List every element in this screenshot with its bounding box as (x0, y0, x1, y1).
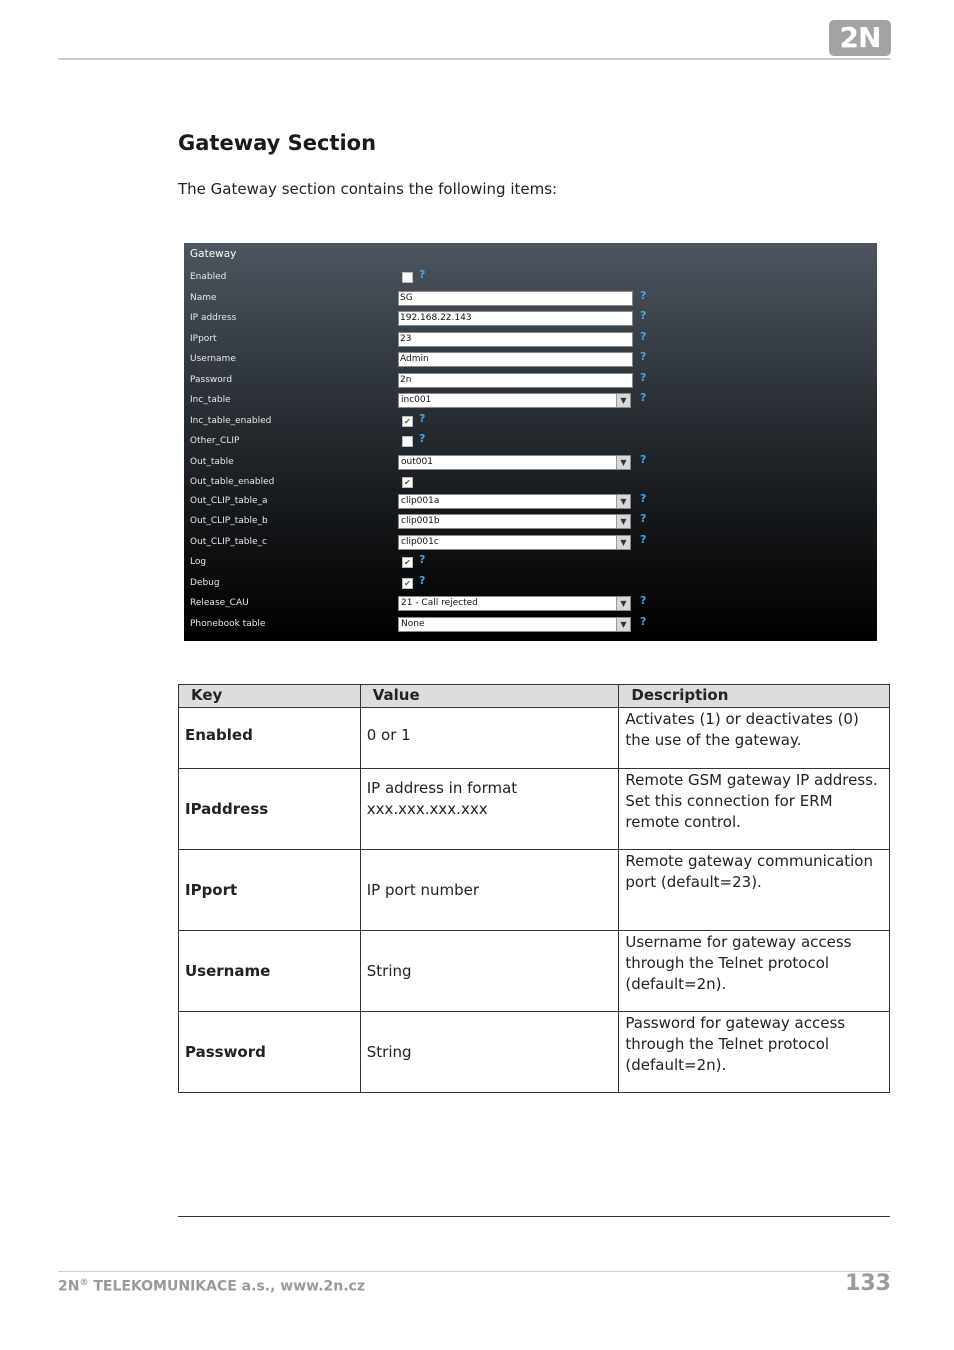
setting-checkbox[interactable] (402, 272, 413, 283)
panel-title: Gateway (190, 248, 237, 260)
page-title: Gateway Section (178, 131, 377, 155)
help-icon[interactable]: ? (640, 453, 647, 466)
setting-checkbox[interactable] (402, 436, 413, 447)
row-description: Activates (1) or deactivates (0) the use of the gateway. (619, 708, 890, 769)
settings-row (184, 270, 877, 288)
help-icon[interactable]: ? (419, 553, 426, 566)
settings-row (184, 352, 877, 370)
setting-label: Other_CLIP (190, 436, 240, 446)
setting-dropdown[interactable] (398, 535, 631, 550)
setting-label: Phonebook table (190, 619, 266, 629)
settings-row (184, 494, 877, 512)
setting-label: Debug (190, 578, 220, 588)
settings-row (184, 373, 877, 391)
help-icon[interactable]: ? (640, 289, 647, 302)
settings-row (184, 291, 877, 309)
help-icon[interactable]: ? (640, 391, 647, 404)
row-value: 0 or 1 (360, 708, 619, 769)
row-value: String (360, 931, 619, 1012)
settings-row (184, 514, 877, 532)
dropdown-value: clip001b (401, 516, 440, 526)
setting-dropdown[interactable] (398, 596, 631, 611)
setting-text-field[interactable]: SG (398, 291, 633, 306)
settings-row (184, 414, 877, 432)
header-key: Key (179, 685, 361, 708)
help-icon[interactable]: ? (419, 412, 426, 425)
row-key: Enabled (179, 708, 361, 769)
settings-row (184, 475, 877, 493)
row-description: Username for gateway access through the Telnet protocol (default=2n). (619, 931, 890, 1012)
row-description: Remote GSM gateway IP address. Set this connection for ERM remote control. (619, 769, 890, 850)
setting-checkbox[interactable]: ✔ (402, 557, 413, 568)
settings-row (184, 434, 877, 452)
table-row (179, 850, 890, 931)
setting-label: Inc_table (190, 395, 231, 405)
help-icon[interactable]: ? (640, 594, 647, 607)
setting-label: Log (190, 557, 207, 567)
chevron-down-icon[interactable]: ▼ (616, 515, 630, 528)
setting-dropdown[interactable] (398, 514, 631, 529)
header-description: Description (619, 685, 890, 708)
setting-dropdown[interactable] (398, 455, 631, 470)
dropdown-value: None (401, 619, 425, 629)
setting-label: Password (190, 375, 233, 385)
setting-checkbox[interactable]: ✔ (402, 477, 413, 488)
page-number: 133 (845, 1271, 891, 1296)
settings-row (184, 617, 877, 635)
help-icon[interactable]: ? (640, 533, 647, 546)
help-icon[interactable]: ? (419, 574, 426, 587)
registered-mark: ® (79, 1278, 89, 1288)
row-value: String (360, 1012, 619, 1093)
setting-dropdown[interactable] (398, 494, 631, 509)
table-row (179, 769, 890, 850)
help-icon[interactable]: ? (640, 309, 647, 322)
settings-row (184, 311, 877, 329)
table-row (179, 1012, 890, 1093)
chevron-down-icon[interactable]: ▼ (616, 394, 630, 407)
help-icon[interactable]: ? (640, 615, 647, 628)
help-icon[interactable]: ? (640, 512, 647, 525)
chevron-down-icon[interactable]: ▼ (616, 495, 630, 508)
setting-text-field[interactable]: Admin (398, 352, 633, 367)
content-end-rule (178, 1216, 890, 1217)
settings-row (184, 576, 877, 594)
help-icon[interactable]: ? (640, 371, 647, 384)
chevron-down-icon[interactable]: ▼ (616, 597, 630, 610)
table-row (179, 708, 890, 769)
chevron-down-icon[interactable]: ▼ (616, 536, 630, 549)
setting-label: Out_table (190, 457, 234, 467)
setting-label: Out_CLIP_table_a (190, 496, 268, 506)
brand-logo: 2N (829, 20, 891, 56)
setting-label: Release_CAU (190, 598, 249, 608)
setting-label: Out_CLIP_table_b (190, 516, 268, 526)
header-divider (58, 58, 891, 60)
row-description: Password for gateway access through the Telnet protocol (default=2n). (619, 1012, 890, 1093)
footer-brand: 2N (58, 1278, 80, 1295)
row-value: IP address in format xxx.xxx.xxx.xxx (360, 769, 619, 850)
settings-row (184, 535, 877, 553)
settings-row (184, 555, 877, 573)
setting-dropdown[interactable] (398, 393, 631, 408)
chevron-down-icon[interactable]: ▼ (616, 618, 630, 631)
help-icon[interactable]: ? (640, 330, 647, 343)
row-key: Password (179, 1012, 361, 1093)
intro-paragraph: The Gateway section contains the following items: (178, 180, 558, 198)
table-header-row (179, 685, 890, 708)
help-icon[interactable]: ? (640, 350, 647, 363)
setting-label: IP address (190, 313, 237, 323)
footer-divider (58, 1271, 891, 1272)
row-key: IPaddress (179, 769, 361, 850)
setting-checkbox[interactable]: ✔ (402, 578, 413, 589)
dropdown-value: 21 - Call rejected (401, 598, 478, 608)
footer-company (58, 1278, 365, 1295)
settings-row (184, 596, 877, 614)
header-value: Value (360, 685, 619, 708)
table-row (179, 931, 890, 1012)
row-key: Username (179, 931, 361, 1012)
dropdown-value: out001 (401, 457, 433, 467)
row-key: IPport (179, 850, 361, 931)
help-icon[interactable]: ? (419, 432, 426, 445)
setting-dropdown[interactable] (398, 617, 631, 632)
help-icon[interactable]: ? (640, 492, 647, 505)
gateway-settings-screenshot (184, 243, 877, 641)
dropdown-value: inc001 (401, 395, 432, 405)
settings-row (184, 455, 877, 473)
footer-company-rest: TELEKOMUNIKACE a.s., www.2n.cz (88, 1278, 365, 1295)
setting-label: Name (190, 293, 217, 303)
setting-label: Out_table_enabled (190, 477, 275, 487)
setting-text-field[interactable]: 192.168.22.143 (398, 311, 633, 326)
dropdown-value: clip001a (401, 496, 440, 506)
setting-label: IPport (190, 334, 217, 344)
setting-label: Inc_table_enabled (190, 416, 272, 426)
chevron-down-icon[interactable]: ▼ (616, 456, 630, 469)
row-value: IP port number (360, 850, 619, 931)
setting-text-field[interactable]: 2n (398, 373, 633, 388)
setting-label: Enabled (190, 272, 227, 282)
row-description: Remote gateway communication port (default=23). (619, 850, 890, 931)
setting-text-field[interactable]: 23 (398, 332, 633, 347)
settings-row (184, 332, 877, 350)
help-icon[interactable]: ? (419, 268, 426, 281)
gateway-parameters-table (178, 684, 890, 1093)
dropdown-value: clip001c (401, 537, 439, 547)
settings-row (184, 393, 877, 411)
setting-label: Username (190, 354, 236, 364)
setting-label: Out_CLIP_table_c (190, 537, 267, 547)
setting-checkbox[interactable]: ✔ (402, 416, 413, 427)
